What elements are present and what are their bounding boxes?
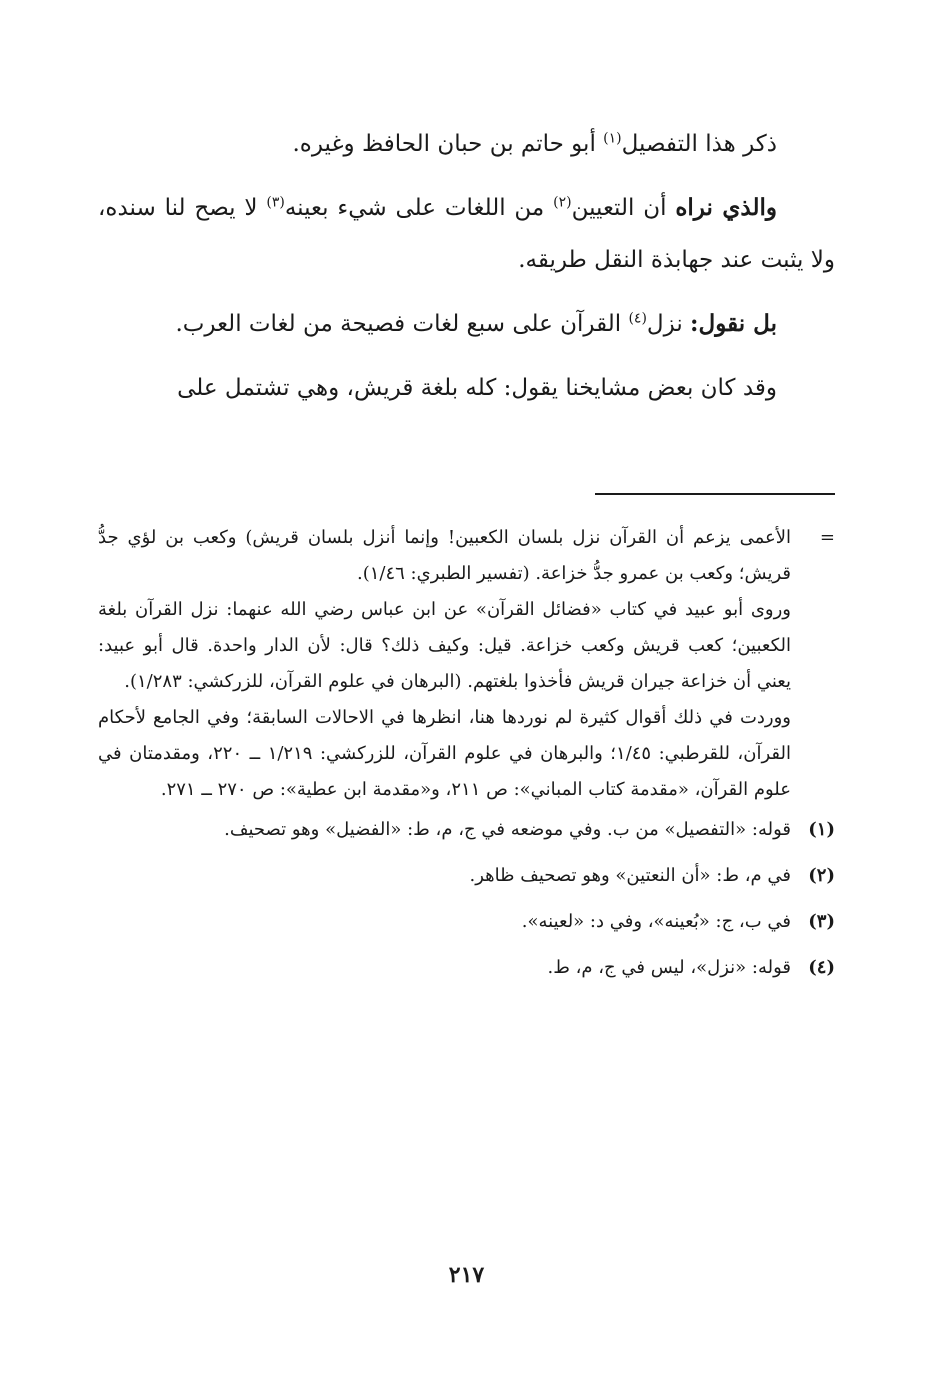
- text-segment: وقد كان بعض مشايخنا يقول: كله بلغة قريش، وهي تشتمل على: [177, 375, 777, 401]
- note-paragraph: وروى أبو عبيد في كتاب «فضائل القرآن» عن ابن عباس رضي الله عنهما: نزل القرآن بلغة الكعبين؛ كعب قريش وكعب خزاعة. قيل: وكيف ذلك؟ قال: لأن الدار واحدة. قال أبو عبيد: يعني أن خزاعة جيران قريش فأخذوا بلغتهم. (البرهان في علوم القرآن، للزركشي: ١/٢٨٣).: [98, 599, 791, 692]
- footnote-ref-1[interactable]: (١): [603, 130, 622, 147]
- text-segment: ذكر هذا التفصيل: [621, 131, 777, 157]
- text-segment: من اللغات على شيء بعينه: [284, 195, 554, 221]
- footnote-ref-4[interactable]: (٤): [628, 310, 647, 327]
- footnote-1: [98, 812, 835, 848]
- paragraph-4: [98, 362, 835, 414]
- paragraph-3: [98, 298, 835, 350]
- footnote-text: في م، ط: «أن النعتين» وهو تصحيف ظاهر.: [469, 865, 791, 886]
- note-paragraph: ووردت في ذلك أقوال كثيرة لم نوردها هنا، انظرها في الاحالات السابقة؛ وفي الجامع لأحكام القرآن، للقرطبي: ١/٤٥؛ والبرهان في علوم القرآن، للزركشي: ١/٢١٩ ــ ٢٢٠، ومقدمتان في علوم القرآن، «مقدمة كتاب المباني»: ص ٢١١، و«مقدمة ابن عطية»: ص ٢٧٠ ــ ٢٧١.: [98, 707, 791, 800]
- footnote-text: في ب، ج: «بُعينه»، وفي د: «لعينه».: [521, 911, 791, 932]
- main-text: [98, 118, 835, 426]
- text-segment: أبو حاتم بن حبان الحافظ وغيره.: [292, 131, 604, 157]
- footnote-text: قوله: «التفصيل» من ب. وفي موضعه في ج، م، ط: «الفضيل» وهو تصحيف.: [224, 819, 791, 840]
- bold-lead: بل نقول:: [690, 310, 777, 337]
- footnote-number: (٣): [808, 911, 835, 932]
- text-segment: لا يصح لنا سنده، ولا يثبت عند جهابذة النقل طريقه.: [98, 195, 835, 273]
- page-number: ٢١٧: [448, 1262, 485, 1288]
- text-segment: نزل: [646, 311, 691, 337]
- footnote-ref-2[interactable]: (٢): [553, 194, 572, 211]
- paragraph-2: [98, 182, 835, 286]
- footnote-3: [98, 904, 835, 940]
- text-segment: القرآن على سبع لغات فصيحة من لغات العرب.: [175, 311, 629, 337]
- footnote-separator: [595, 493, 835, 495]
- footnote-4: [98, 950, 835, 986]
- paragraph-1: [98, 118, 835, 170]
- footnote-ref-3[interactable]: (٣): [266, 194, 285, 211]
- footnote-number: (٤): [808, 957, 835, 978]
- footnote-number: (١): [808, 819, 835, 840]
- footnote-2: [98, 858, 835, 894]
- text-segment: أن التعيين: [571, 195, 676, 221]
- footnote-text: قوله: «نزل»، ليس في ج، م، ط.: [547, 957, 791, 978]
- footnote-number: (٢): [808, 865, 835, 886]
- note-paragraph: الأعمى يزعم أن القرآن نزل بلسان الكعبين! وإنما أنزل بلسان قريش) وكعب بن لؤي جدُّ قريش؛ وكعب بن عمرو جدُّ خزاعة. (تفسير الطبري: ١/٤٦).: [98, 527, 791, 584]
- footnotes-area: [98, 520, 835, 996]
- continued-note: [98, 520, 835, 808]
- continuation-mark: =: [819, 527, 835, 548]
- bold-lead: والذي نراه: [675, 194, 777, 221]
